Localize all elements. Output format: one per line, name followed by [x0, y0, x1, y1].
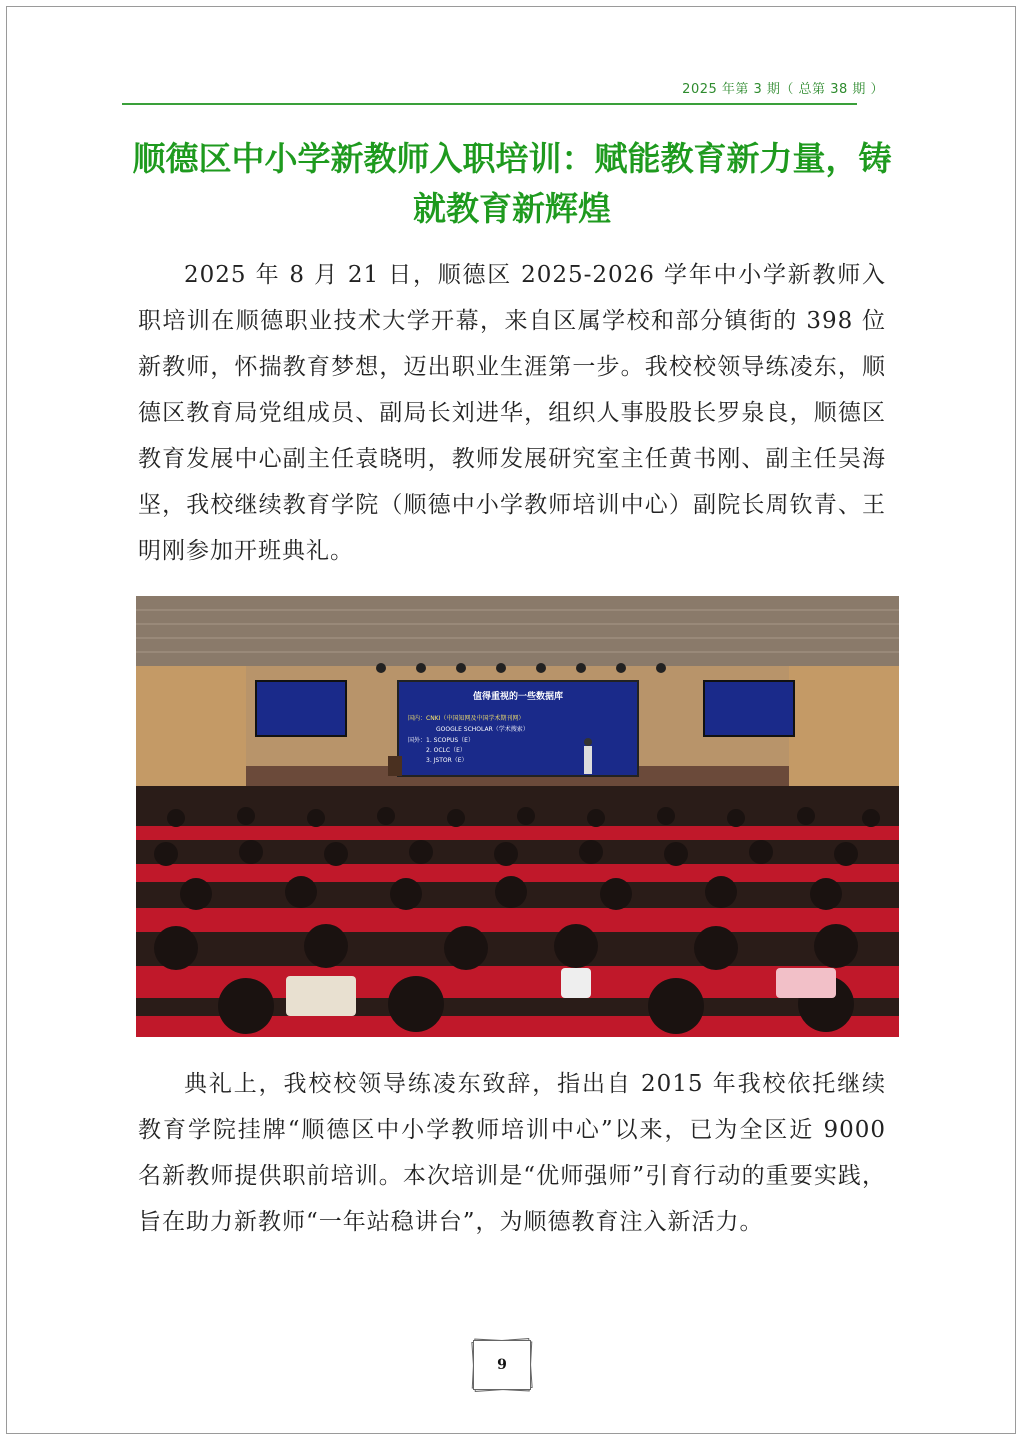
screen-line: GOOGLE SCHOLAR（学术搜索） [436, 726, 529, 733]
screen-line: 国外：1. SCOPUS（E） [408, 737, 474, 744]
screen-line: 3. JSTOR（E） [426, 757, 468, 764]
paragraph-2: 典礼上，我校校领导练凌东致辞，指出自 2015 年我校依托继续教育学院挂牌“顺德区中小学教师培训中心”以来，已为全区近 9000 名新教师提供职前培训。本次培训是“优师强师”引育行动的重要实践，旨在助力新教师“一年站稳讲台”，为顺德教育注入新活力。 [138, 1071, 886, 1235]
page-number: 9 [473, 1340, 531, 1390]
screen-line: 国内：CNKI（中国知网及中国学术期刊网） [408, 715, 525, 722]
page-number-badge [473, 1340, 533, 1394]
lecture-hall-photo [136, 596, 899, 1037]
article-title: 顺德区中小学新教师入职培训：赋能教育新力量，铸就教育新辉煌 [132, 139, 892, 228]
screen-title-text: 值得重视的一些数据库 [472, 692, 564, 702]
header-rule [122, 103, 857, 105]
screen-line: 2. OCLC（E） [426, 747, 466, 754]
issue-label: 2025 年第 3 期（ 总第 38 期 ） [682, 82, 884, 97]
paragraph-1: 2025 年 8 月 21 日，顺德区 2025-2026 学年中小学新教师入职培训在顺德职业技术大学开幕，来自区属学校和部分镇街的 398 位新教师，怀揣教育梦想，迈出职业生涯第一步。我校校领导练凌东，顺德区教育局党组成员、副局长刘进华，组织人事股股长罗泉良，顺德区教育发展中心副主任袁晓明，教师发展研究室主任黄书刚、副主任吴海坚，我校继续教育学院（顺德中小学教师培训中心）副院长周钦青、王明刚参加开班典礼。 [138, 262, 886, 564]
